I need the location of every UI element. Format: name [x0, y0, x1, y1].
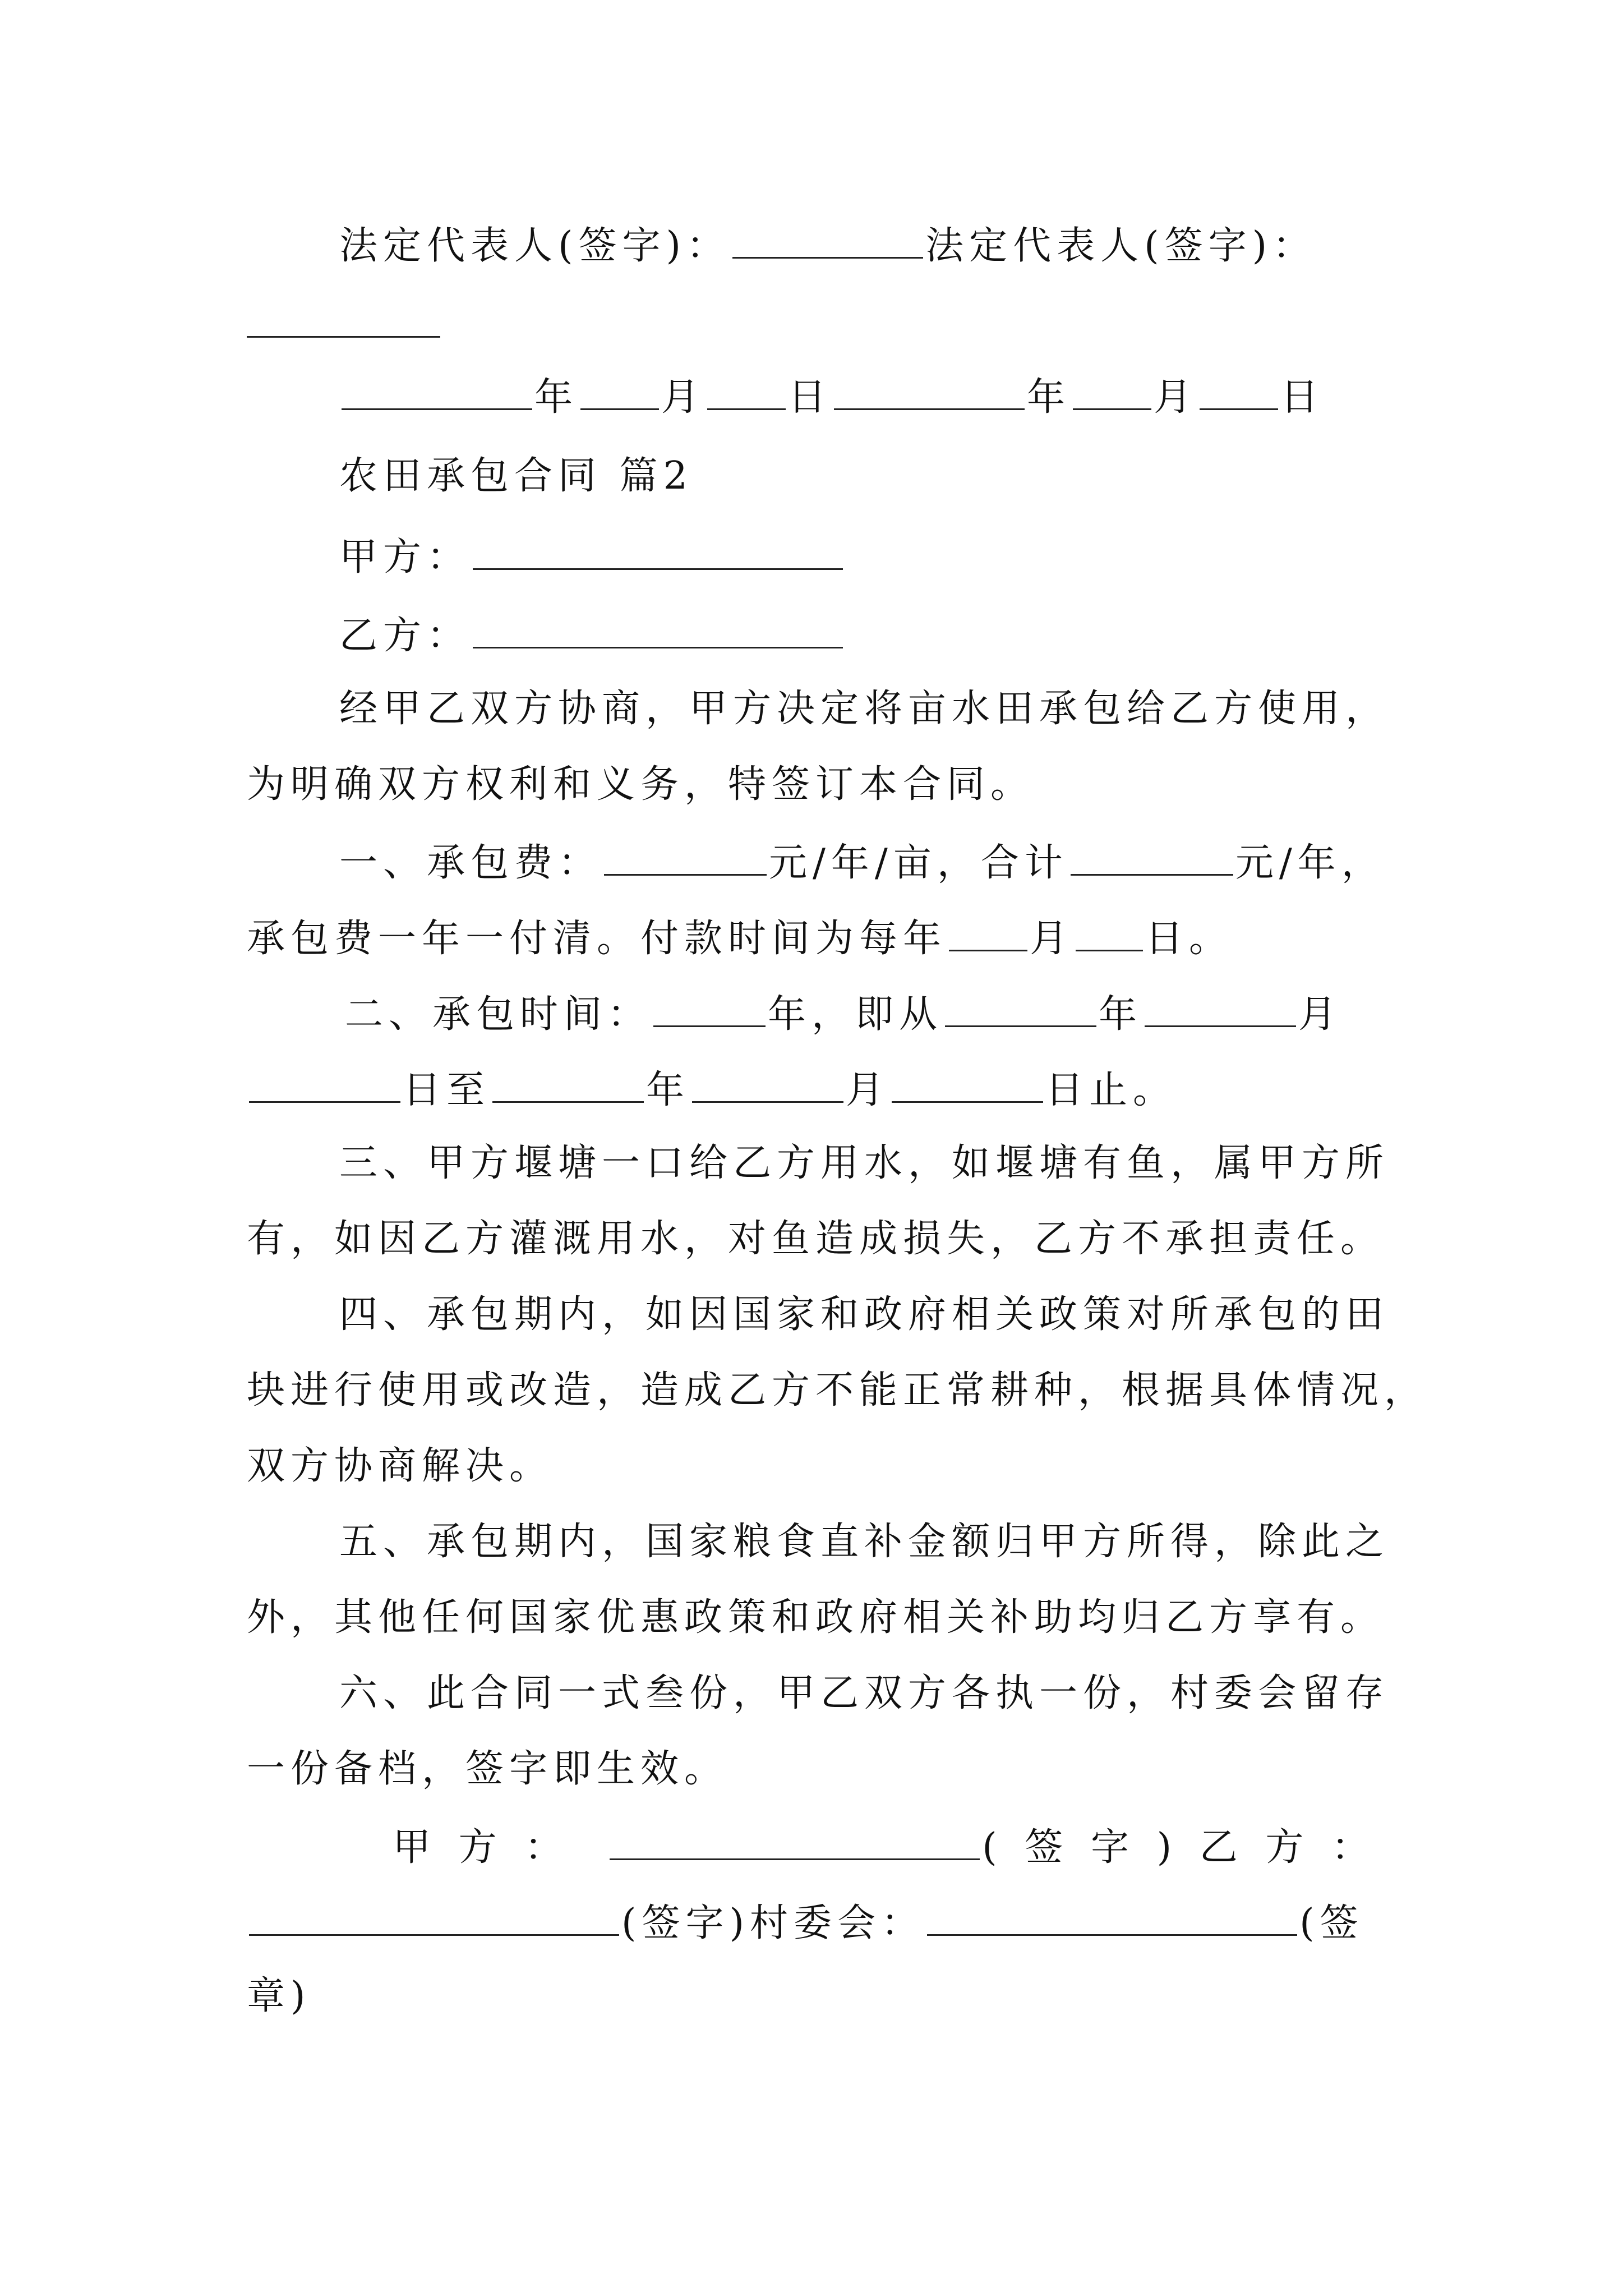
party-a-label: 甲方： — [339, 535, 471, 579]
end-day-blank[interactable] — [892, 1069, 1043, 1103]
party-a-blank[interactable] — [473, 536, 843, 570]
date-year-label-b: 年 — [1027, 375, 1071, 420]
start-day-blank[interactable] — [249, 1069, 400, 1103]
start-year-blank[interactable] — [945, 993, 1096, 1027]
sign-party-a-suffix: ( 签 字 ) 乙 方 ： — [982, 1825, 1377, 1870]
date-day-blank-a[interactable] — [707, 376, 786, 410]
clause-3-line-1: 三、甲方堰塘一口给乙方用水，如堰塘有鱼，属甲方所 — [339, 1141, 1390, 1185]
clause-2-line-2 — [247, 1069, 1177, 1110]
clause-4-line-1: 四、承包期内，如因国家和政府相关政策对所承包的田 — [339, 1292, 1390, 1337]
signature-line-3: 章) — [247, 1974, 311, 2018]
clause-1-text-d: 承包费一年一付清。付款时间为每年 — [247, 917, 947, 961]
clause-1-line-2 — [247, 917, 1233, 961]
clause-6-line-1: 六、此合同一式叁份，甲乙双方各执一份，村委会留存 — [339, 1671, 1390, 1715]
sign-village-suffix: (签 — [1299, 1901, 1364, 1945]
date-year-label-a: 年 — [534, 375, 579, 420]
clause-1-line-1 — [339, 841, 1385, 885]
clause-2-line-1 — [345, 992, 1343, 1037]
legal-rep-label-b: 法定代表人(签字)： — [925, 224, 1317, 268]
sign-party-b-blank[interactable] — [249, 1902, 619, 1936]
party-b-line — [339, 614, 845, 658]
sign-party-a-label: 甲 方 ： — [393, 1825, 571, 1870]
signature-line-1 — [393, 1825, 1377, 1870]
legal-rep-line — [339, 224, 1317, 268]
clause-2-text-e: 日至 — [403, 1068, 491, 1112]
clause-6-line-2: 一份备档，签字即生效。 — [247, 1747, 728, 1791]
clause-2-text-b: 年，即从 — [768, 992, 943, 1037]
date-day-blank-b[interactable] — [1200, 376, 1278, 410]
date-month-label-a: 月 — [661, 375, 706, 420]
clause-4-line-3: 双方协商解决。 — [247, 1444, 554, 1488]
clause-2-text-a: 二、承包时间： — [345, 992, 652, 1037]
start-month-blank[interactable] — [1145, 993, 1296, 1027]
clause-4-line-2: 块进行使用或改造，造成乙方不能正常耕种，根据具体情况， — [247, 1368, 1428, 1412]
party-a-line — [339, 536, 845, 577]
fee-per-mu-blank[interactable] — [604, 841, 767, 876]
date-day-label-b: 日 — [1280, 375, 1325, 420]
sign-village-blank[interactable] — [927, 1902, 1297, 1936]
clause-2-text-c: 年 — [1099, 992, 1143, 1037]
date-year-blank-a[interactable] — [342, 376, 532, 410]
sign-party-b-suffix: (签字)村委会： — [621, 1901, 925, 1945]
clause-1-text-e: 月 — [1030, 917, 1074, 961]
clause-3-line-2: 有，如因乙方灌溉用水，对鱼造成损失，乙方不承担责任。 — [247, 1217, 1385, 1261]
date-month-blank-a[interactable] — [580, 376, 659, 410]
fee-total-blank[interactable] — [1071, 841, 1233, 876]
date-month-blank-b[interactable] — [1073, 376, 1151, 410]
clause-5-line-2: 外，其他任何国家优惠政策和政府相关补助均归乙方享有。 — [247, 1595, 1385, 1640]
contract-title: 农田承包合同 篇2 — [339, 454, 693, 498]
end-month-blank[interactable] — [692, 1069, 843, 1103]
date-day-label-a: 日 — [788, 375, 832, 420]
sign-party-a-blank[interactable] — [610, 1826, 980, 1860]
clause-1-text-f: 日。 — [1145, 917, 1233, 961]
pay-day-blank[interactable] — [1076, 917, 1143, 951]
clause-2-text-h: 日止。 — [1045, 1068, 1177, 1112]
date-line — [339, 375, 1325, 420]
clause-5-line-1: 五、承包期内，国家粮食直补金额归甲方所得，除此之 — [339, 1520, 1390, 1564]
party-b-blank[interactable] — [473, 614, 843, 648]
clause-2-text-d: 月 — [1298, 992, 1343, 1037]
clause-2-text-g: 月 — [846, 1068, 890, 1112]
date-year-blank-b[interactable] — [834, 376, 1025, 410]
legal-rep-blank-b[interactable] — [247, 335, 440, 338]
legal-rep-label-a: 法定代表人(签字)： — [339, 224, 731, 268]
clause-2-text-f: 年 — [646, 1068, 690, 1112]
signature-line-2 — [247, 1902, 1364, 1943]
clause-1-text-c: 元/年， — [1235, 841, 1385, 885]
intro-line-1: 经甲乙双方协商，甲方决定将亩水田承包给乙方使用， — [339, 687, 1390, 731]
term-years-blank[interactable] — [653, 993, 766, 1027]
clause-1-text-b: 元/年/亩，合计 — [769, 841, 1068, 885]
party-b-label: 乙方： — [339, 614, 471, 658]
clause-1-text-a: 一、承包费： — [339, 841, 602, 885]
pay-month-blank[interactable] — [949, 917, 1027, 951]
legal-rep-blank-a[interactable] — [732, 224, 923, 259]
date-month-label-b: 月 — [1154, 375, 1198, 420]
intro-line-2: 为明确双方权利和义务，特签订本合同。 — [247, 762, 1035, 807]
end-year-blank[interactable] — [492, 1069, 644, 1103]
